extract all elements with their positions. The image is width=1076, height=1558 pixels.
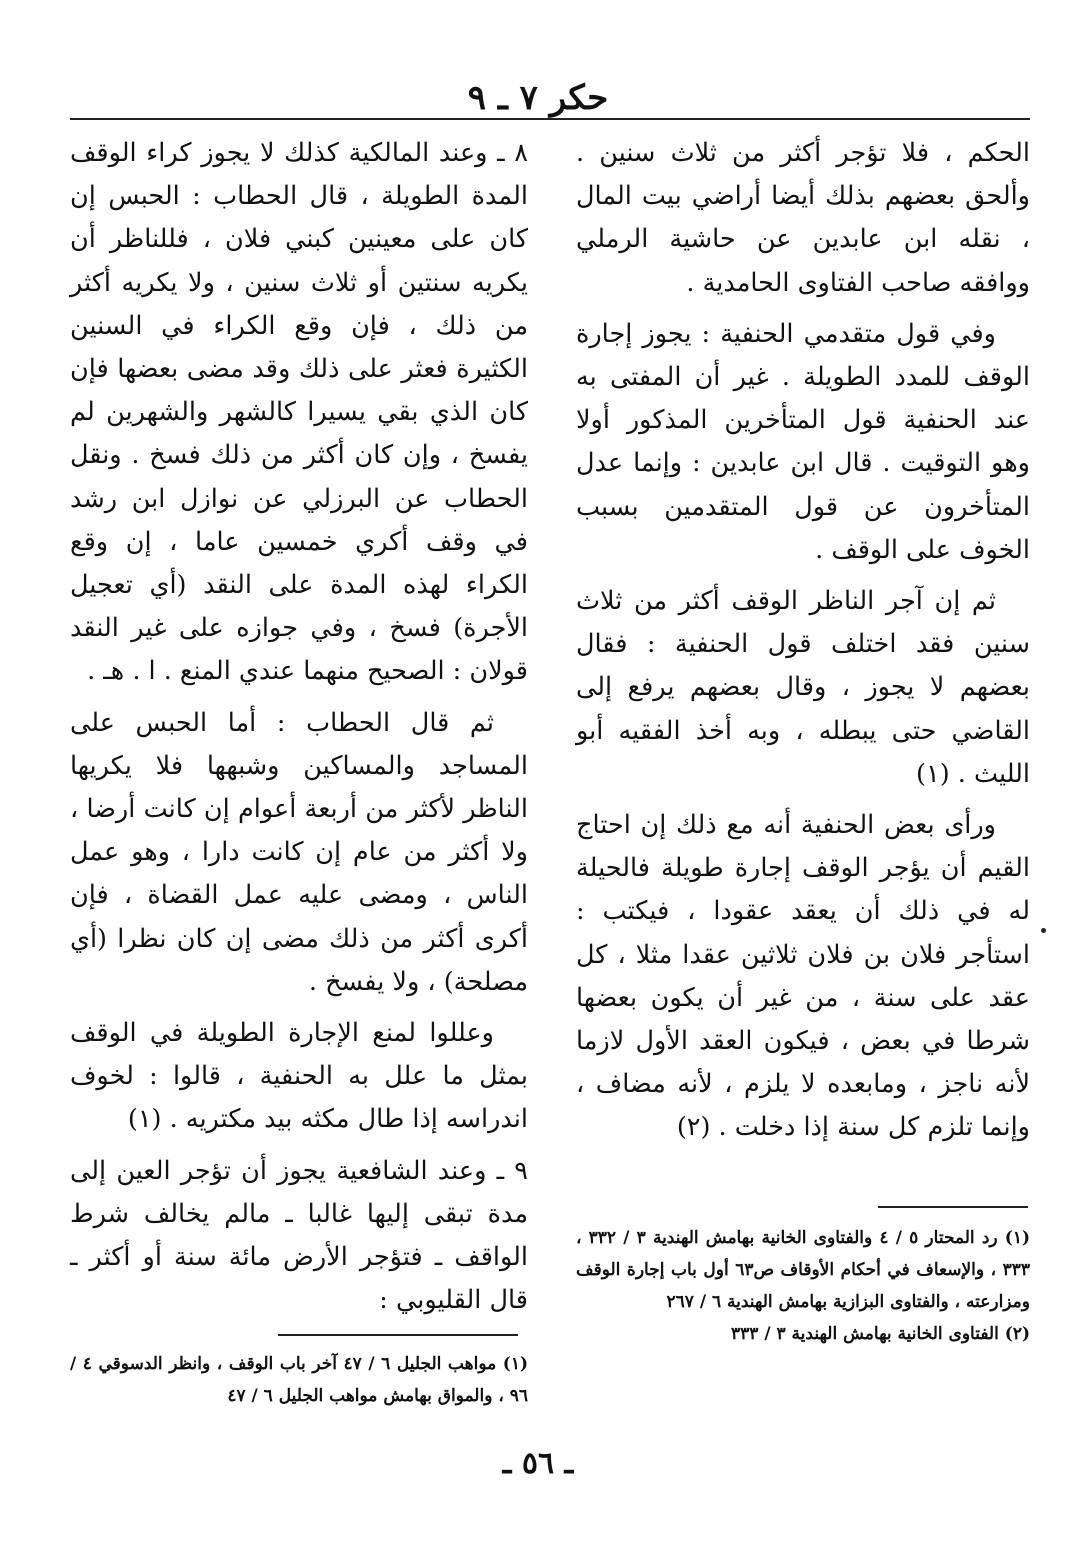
right-column <box>576 132 1030 1158</box>
right-paragraph-3: ثم إن آجر الناظر الوقف أكثر من ثلاث سنين فقد اختلف قول الحنفية : فقال بعضهم لا يجوز ، وقال بعضهم يرفع إلى القاضي حتى يبطله ، وبه أخذ الفقيه أبو الليث . (١) <box>576 586 1030 789</box>
header-rule <box>70 118 1030 120</box>
margin-dot <box>1041 928 1046 933</box>
left-paragraph-1: ٨ ـ وعند المالكية كذلك لا يجوز كراء الوقف المدة الطويلة ، قال الحطاب : الحبس إن كان على معينين كبني فلان ، فللناظر أن يكريه سنتين أو ثلاث سنين ، ولا يكريه أكثر من ذلك ، فإن وقع الكراء في السنين الكثيرة فعثر على ذلك وقد مضى بعضها فإن كان الذي بقي يسيرا كالشهر والشهرين لم يفسخ ، وإن كان أكثر من ذلك فسخ . ونقل الحطاب عن البرزلي عن نوازل ابن رشد في وقف أكري خمسين عاما ، إن وقع الكراء لهذه المدة على النقد (أي تعجيل الأجرة) فسخ ، وفي جوازه على غير النقد قولان : الصحيح منهما عندي المنع . ا . هـ . <box>70 138 528 687</box>
left-column <box>70 132 528 1330</box>
footnote-rule-right <box>878 1206 1028 1208</box>
right-footnotes <box>576 1222 1030 1350</box>
left-paragraph-2: ثم قال الحطاب : أما الحبس على المساجد والمساكين وشبهها فلا يكريها الناظر لأكثر من أربعة أعوام إن كانت أرضا ، ولا أكثر من عام إن كانت دارا ، وهو عمل الناس ، ومضى عليه عمل القضاة ، فإن أكرى أكثر من ذلك مضى إن كان نظرا (أي مصلحة) ، ولا يفسخ . <box>70 707 528 997</box>
right-paragraph-1: الحكم ، فلا تؤجر أكثر من ثلاث سنين . وألحق بعضهم بذلك أيضا أراضي بيت المال ، نقله ابن عابدين عن حاشية الرملي ووافقه صاحب الفتاوى الحامدية . <box>576 138 1030 298</box>
footnote-rule-left <box>278 1334 518 1336</box>
left-paragraph-3: وعللوا لمنع الإجارة الطويلة في الوقف بمثل ما علل به الحنفية ، قالوا : لخوف اندراسه إذا طال مكثه بيد مكتريه . (١) <box>70 1018 528 1135</box>
right-paragraph-2: وفي قول متقدمي الحنفية : يجوز إجارة الوقف للمدد الطويلة . غير أن المفتى به عند الحنفية قول المتأخرين المذكور أولا وهو التوقيت . قال ابن عابدين : وإنما عدل المتأخرون عن قول المتقدمين بسبب الخوف على الوقف . <box>576 318 1030 565</box>
right-paragraph-4: ورأى بعض الحنفية أنه مع ذلك إن احتاج القيم أن يؤجر الوقف إجارة طويلة فالحيلة له في ذلك أن يعقد عقودا ، فيكتب : استأجر فلان بن فلان ثلاثين عقدا مثلا ، كل عقد على سنة ، من غير أن يكون بعضها شرطا في بعض ، فيكون العقد الأول لازما لأنه ناجز ، ومابعده لا يلزم ، لأنه مضاف ، وإنما تلزم كل سنة إذا دخلت . (٢) <box>576 810 1030 1143</box>
left-footnotes <box>70 1348 528 1412</box>
left-paragraph-4: ٩ ـ وعند الشافعية يجوز أن تؤجر العين إلى مدة تبقى إليها غالبا ـ مالم يخالف شرط الواقف ـ فتؤجر الأرض مائة سنة أو أكثر ـ قال القليوبي : <box>70 1155 528 1316</box>
left-footnote-1: (١) مواهب الجليل ٦ / ٤٧ آخر باب الوقف ، وانظر الدسوقي ٤ / ٩٦ ، والمواق بهامش مواهب الجليل ٦ / ٤٧ <box>70 1354 529 1406</box>
right-footnote-1: (١) رد المحتار ٥ / ٤ والفتاوى الخانية بهامش الهندية ٣ / ٣٣٢ ، ٣٣٣ ، والإسعاف في أحكام الأوقاف ص٦٣ أول باب إجارة الوقف ومزارعته ، والفتاوى البزازية بهامش الهندية ٦ / ٢٦٧ <box>576 1228 1031 1312</box>
right-footnote-2: (٢) الفتاوى الخانية بهامش الهندية ٣ / ٣٣٣ <box>731 1324 1030 1344</box>
page-number: ـ ٥٦ ـ <box>502 1446 574 1481</box>
page-header-title: حكر ٧ ـ ٩ <box>467 78 609 118</box>
